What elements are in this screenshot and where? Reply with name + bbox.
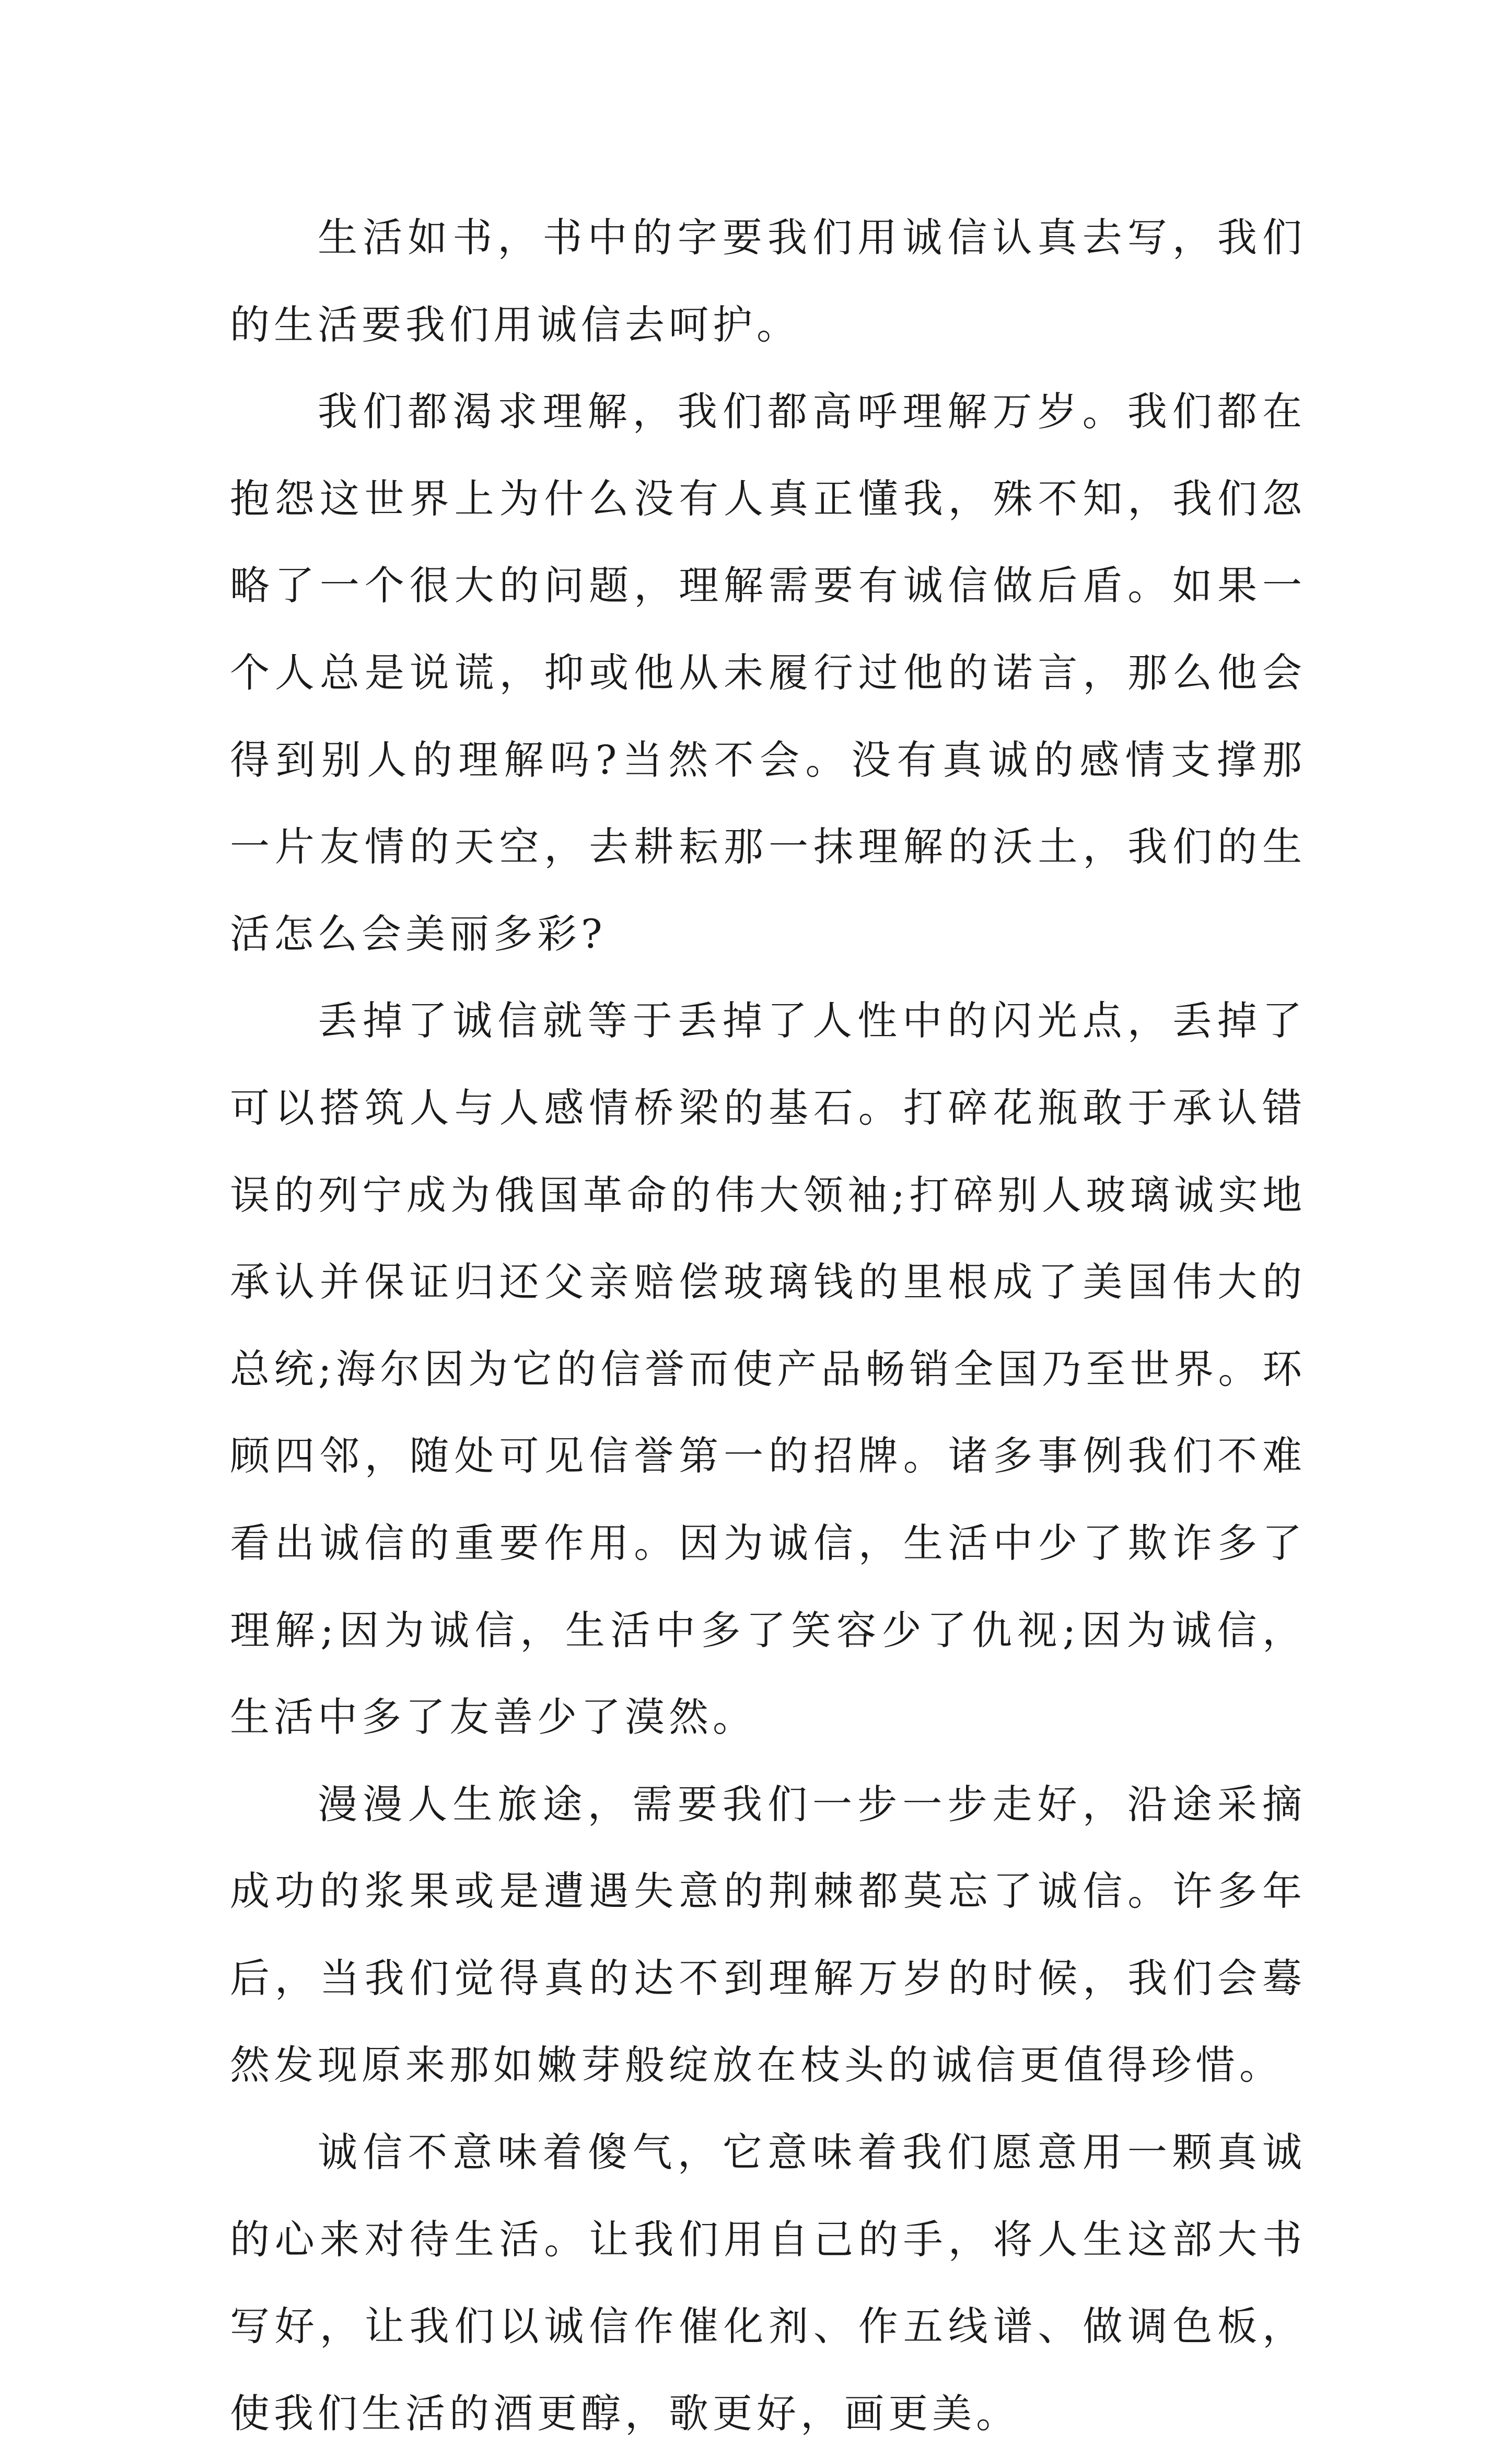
- paragraph-2: 我们都渴求理解，我们都高呼理解万岁。我们都在抱怨这世界上为什么没有人真正懂我，殊不知，我们忽略了一个很大的问题，理解需要有诚信做后盾。如果一个人总是说谎，抑或他从未履行过他的诺言，那么他会得到别人的理解吗?当然不会。没有真诚的感情支撑那一片友情的天空，去耕耘那一抹理解的沃土，我们的生活怎么会美丽多彩?: [230, 388, 1306, 957]
- paragraph-4: 漫漫人生旅途，需要我们一步一步走好，沿途采摘成功的浆果或是遭遇失意的荆棘都莫忘了诚信。许多年后，当我们觉得真的达不到理解万岁的时候，我们会蓦然发现原来那如嫩芽般绽放在枝头的诚信更值得珍惜。: [230, 1780, 1306, 2089]
- paragraph-5: 诚信不意味着傻气，它意味着我们愿意用一颗真诚的心来对待生活。让我们用自己的手，将人生这部大书写好，让我们以诚信作催化剂、作五线谱、做调色板，使我们生活的酒更醇，歌更好，画更美。: [230, 2129, 1306, 2437]
- document-body: [230, 194, 1306, 2457]
- paragraph-1: 生活如书，书中的字要我们用诚信认真去写，我们的生活要我们用诚信去呵护。: [230, 214, 1306, 348]
- paragraph-3: 丢掉了诚信就等于丢掉了人性中的闪光点，丢掉了可以搭筑人与人感情桥梁的基石。打碎花瓶敢于承认错误的列宁成为俄国革命的伟大领袖;打碎别人玻璃诚实地承认并保证归还父亲赔偿玻璃钱的里根成了美国伟大的总统;海尔因为它的信誉而使产品畅销全国乃至世界。环顾四邻，随处可见信誉第一的招牌。诸多事例我们不难看出诚信的重要作用。因为诚信，生活中少了欺诈多了理解;因为诚信，生活中多了笑容少了仇视;因为诚信，生活中多了友善少了漠然。: [230, 997, 1306, 1741]
